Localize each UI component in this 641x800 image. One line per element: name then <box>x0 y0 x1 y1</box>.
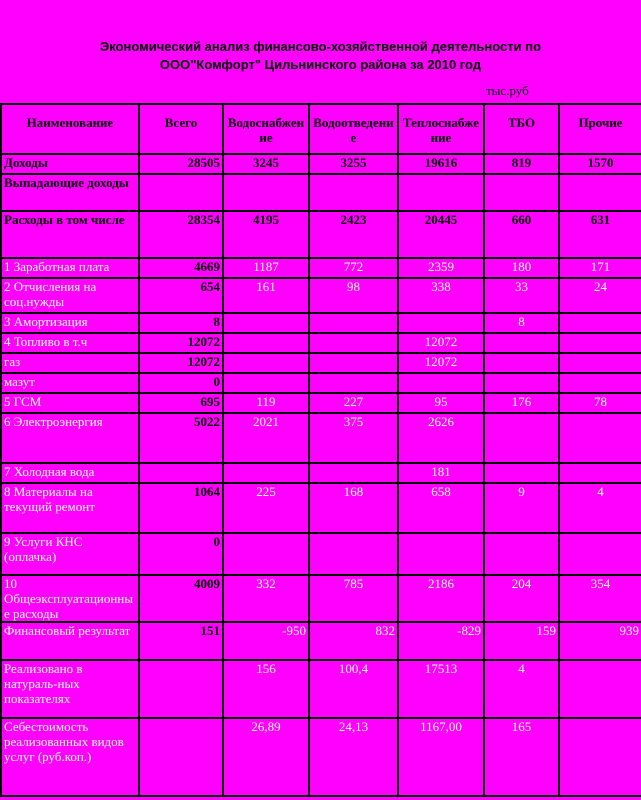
cell-tbo: 176 <box>484 393 559 413</box>
row-total: 4669 <box>139 258 223 278</box>
cell-tbo: 165 <box>484 718 559 796</box>
cell-water-supply: 3245 <box>223 154 309 174</box>
col-header-heat-supply: Теплоснабжение <box>398 104 484 154</box>
cell-other: 631 <box>559 211 641 258</box>
cell-heat-supply: 17513 <box>398 660 484 718</box>
cell-other <box>559 718 641 796</box>
cell-water-disposal: 98 <box>309 278 398 313</box>
cell-water-supply: 1187 <box>223 258 309 278</box>
cell-water-supply: 156 <box>223 660 309 718</box>
header-row <box>1 104 641 154</box>
cell-water-disposal: 375 <box>309 413 398 463</box>
cell-water-supply: -950 <box>223 622 309 660</box>
cell-tbo: 660 <box>484 211 559 258</box>
cell-other <box>559 333 641 353</box>
cell-water-supply <box>223 373 309 393</box>
table-row <box>1 463 641 483</box>
cell-other <box>559 373 641 393</box>
cell-water-supply: 332 <box>223 575 309 622</box>
row-name: Финансовый результат <box>1 622 139 660</box>
row-name: Реализовано в натураль-ных показателях <box>1 660 139 718</box>
table-row <box>1 333 641 353</box>
table-row <box>1 575 641 622</box>
cell-water-supply: 119 <box>223 393 309 413</box>
cell-water-supply <box>223 533 309 575</box>
row-name: 10 Общеэксплуатационные расходы <box>1 575 139 622</box>
table-row <box>1 483 641 533</box>
cell-water-disposal <box>309 174 398 211</box>
row-name: Себестоимость реализованных видов услуг (руб.коп.) <box>1 718 139 796</box>
table-row <box>1 660 641 718</box>
financial-table <box>0 103 641 797</box>
cell-water-disposal: 3255 <box>309 154 398 174</box>
cell-tbo: 159 <box>484 622 559 660</box>
row-name: 2 Отчисления на соц.нужды <box>1 278 139 313</box>
row-name: газ <box>1 353 139 373</box>
cell-water-supply <box>223 333 309 353</box>
cell-tbo: 204 <box>484 575 559 622</box>
cell-heat-supply: 12072 <box>398 333 484 353</box>
cell-water-disposal: 227 <box>309 393 398 413</box>
cell-heat-supply <box>398 533 484 575</box>
row-total: 695 <box>139 393 223 413</box>
row-total: 654 <box>139 278 223 313</box>
table-row <box>1 313 641 333</box>
col-header-tbo: ТБО <box>484 104 559 154</box>
row-total <box>139 463 223 483</box>
cell-tbo: 9 <box>484 483 559 533</box>
cell-water-disposal <box>309 353 398 373</box>
table-row <box>1 154 641 174</box>
cell-heat-supply: 338 <box>398 278 484 313</box>
table-row <box>1 353 641 373</box>
cell-other <box>559 313 641 333</box>
cell-water-disposal: 785 <box>309 575 398 622</box>
table-row <box>1 373 641 393</box>
cell-tbo <box>484 533 559 575</box>
row-total: 12072 <box>139 353 223 373</box>
cell-water-disposal: 832 <box>309 622 398 660</box>
row-name: 1 Заработная плата <box>1 258 139 278</box>
cell-tbo <box>484 174 559 211</box>
cell-heat-supply <box>398 313 484 333</box>
row-name: 9 Услуги КНС (оплачка) <box>1 533 139 575</box>
cell-heat-supply: 2359 <box>398 258 484 278</box>
col-header-water-supply: Водоснабжение <box>223 104 309 154</box>
table-row <box>1 622 641 660</box>
cell-water-supply: 225 <box>223 483 309 533</box>
cell-tbo: 8 <box>484 313 559 333</box>
row-name: 8 Материалы на текущий ремонт <box>1 483 139 533</box>
cell-tbo <box>484 413 559 463</box>
cell-heat-supply <box>398 373 484 393</box>
cell-heat-supply: 12072 <box>398 353 484 373</box>
cell-heat-supply: 95 <box>398 393 484 413</box>
report-title <box>0 38 641 74</box>
row-name: 6 Электроэнергия <box>1 413 139 463</box>
cell-water-supply: 4195 <box>223 211 309 258</box>
cell-heat-supply: 19616 <box>398 154 484 174</box>
cell-other: 939 <box>559 622 641 660</box>
cell-heat-supply: 181 <box>398 463 484 483</box>
cell-tbo: 180 <box>484 258 559 278</box>
row-name: 5 ГСМ <box>1 393 139 413</box>
row-total: 28505 <box>139 154 223 174</box>
col-header-name: Наименование <box>1 104 139 154</box>
cell-water-supply <box>223 463 309 483</box>
cell-tbo: 4 <box>484 660 559 718</box>
cell-heat-supply: 20445 <box>398 211 484 258</box>
col-header-other: Прочие <box>559 104 641 154</box>
row-total <box>139 174 223 211</box>
cell-water-supply: 26,89 <box>223 718 309 796</box>
cell-water-supply: 2021 <box>223 413 309 463</box>
table-row <box>1 393 641 413</box>
cell-heat-supply: -829 <box>398 622 484 660</box>
cell-heat-supply <box>398 174 484 211</box>
title-line-1: Экономический анализ финансово-хозяйственной деятельности по <box>99 39 542 54</box>
cell-tbo <box>484 463 559 483</box>
table-row <box>1 718 641 796</box>
row-total: 0 <box>139 533 223 575</box>
cell-tbo <box>484 333 559 353</box>
cell-water-supply: 161 <box>223 278 309 313</box>
cell-water-disposal: 24,13 <box>309 718 398 796</box>
cell-other: 1570 <box>559 154 641 174</box>
table-row <box>1 258 641 278</box>
table-row <box>1 174 641 211</box>
row-total <box>139 660 223 718</box>
cell-water-disposal <box>309 463 398 483</box>
cell-tbo <box>484 353 559 373</box>
row-name: Выпадающие доходы <box>1 174 139 211</box>
row-total: 1064 <box>139 483 223 533</box>
row-total: 4009 <box>139 575 223 622</box>
cell-water-disposal <box>309 533 398 575</box>
row-total: 5022 <box>139 413 223 463</box>
units-label: тыс.руб <box>486 83 529 98</box>
cell-water-supply <box>223 353 309 373</box>
cell-other: 4 <box>559 483 641 533</box>
row-total: 8 <box>139 313 223 333</box>
cell-water-disposal <box>309 313 398 333</box>
cell-tbo: 33 <box>484 278 559 313</box>
cell-water-disposal <box>309 333 398 353</box>
row-name: 3 Амортизация <box>1 313 139 333</box>
cell-other <box>559 353 641 373</box>
col-header-total: Всего <box>139 104 223 154</box>
cell-other <box>559 463 641 483</box>
table-row <box>1 211 641 258</box>
row-total: 151 <box>139 622 223 660</box>
title-line-2: ООО"Комфорт" Цильнинского района за 2010 год <box>159 57 482 72</box>
cell-tbo <box>484 373 559 393</box>
row-total: 28354 <box>139 211 223 258</box>
cell-tbo: 819 <box>484 154 559 174</box>
cell-heat-supply: 2626 <box>398 413 484 463</box>
row-name: Расходы в том числе <box>1 211 139 258</box>
cell-water-disposal: 2423 <box>309 211 398 258</box>
cell-water-disposal: 100,4 <box>309 660 398 718</box>
cell-heat-supply: 658 <box>398 483 484 533</box>
cell-heat-supply: 1167,00 <box>398 718 484 796</box>
cell-other: 24 <box>559 278 641 313</box>
cell-water-disposal <box>309 373 398 393</box>
cell-other <box>559 660 641 718</box>
cell-heat-supply: 2186 <box>398 575 484 622</box>
table-row <box>1 533 641 575</box>
cell-water-disposal: 772 <box>309 258 398 278</box>
cell-other: 171 <box>559 258 641 278</box>
row-name: 7 Холодная вода <box>1 463 139 483</box>
row-total: 0 <box>139 373 223 393</box>
cell-water-disposal: 168 <box>309 483 398 533</box>
cell-other: 354 <box>559 575 641 622</box>
cell-water-supply <box>223 174 309 211</box>
cell-other: 78 <box>559 393 641 413</box>
col-header-water-disposal: Водоотведение <box>309 104 398 154</box>
row-name: 4 Топливо в т.ч <box>1 333 139 353</box>
row-total <box>139 718 223 796</box>
cell-other <box>559 174 641 211</box>
table-row <box>1 413 641 463</box>
cell-other <box>559 413 641 463</box>
row-total: 12072 <box>139 333 223 353</box>
cell-water-supply <box>223 313 309 333</box>
cell-other <box>559 533 641 575</box>
row-name: Доходы <box>1 154 139 174</box>
row-name: мазут <box>1 373 139 393</box>
table-row <box>1 278 641 313</box>
